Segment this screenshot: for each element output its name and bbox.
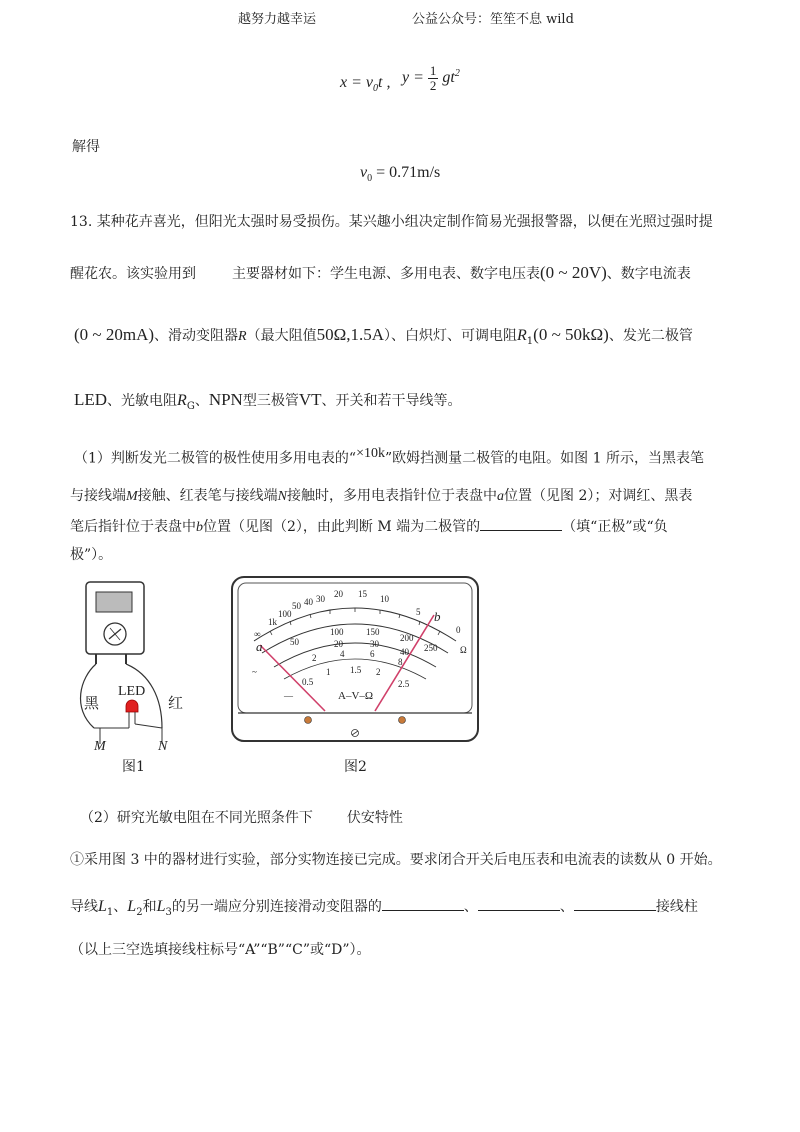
black-label: 黑 (84, 694, 100, 712)
red-label: 红 (168, 694, 184, 712)
figure-2-caption: 图2 (344, 759, 367, 775)
q13-line2: 醒花农。该实验用到 主要器材如下：学生电源、多用电表、数字电压表(0 ~ 20V)、数字电流表 (70, 263, 691, 282)
tick-1k: 1k (268, 617, 277, 627)
q13-line1: 13. 某种花卉喜光，但阳光太强时易受损伤。某兴趣小组决定制作简易光强报警器，以便在光照过强时提 (70, 214, 713, 230)
p1-line2: 与接线端M接触、红表笔与接线端N接触时，多用电表指针位于表盘中a位置（见图 2）；对调红、黑表 (70, 488, 693, 504)
tick-ac-05: 0.5 (302, 677, 314, 687)
tick-ac-1: 1 (326, 667, 331, 677)
avo-label: A–V–Ω (338, 690, 374, 702)
tick-15: 15 (358, 589, 367, 599)
tick-40: 40 (304, 597, 313, 607)
tick-mid2-40: 40 (400, 647, 409, 657)
answer-blank-2[interactable] (478, 896, 560, 911)
p3-line1: ①采用图 3 中的器材进行实验，部分实物连接已完成。要求闭合开关后电压表和电流表的读数从 0 开始。 (70, 852, 722, 868)
p1-line4: 极”）。 (70, 547, 113, 563)
tick-mid-250: 250 (424, 643, 438, 653)
tick-100: 100 (278, 609, 292, 619)
q13-line4: LED、光敏电阻$R_G$、NPN型三极管VT、开关和若干导线等。 (74, 390, 462, 412)
tick-low-4: 4 (340, 649, 345, 659)
p3-line2: 导线$L_1$、$L_2$和$L_3$的另一端应分别连接滑动变阻器的 、 、 接线柱 (70, 898, 698, 918)
formula-v0: $v_0 = 0.71m/s$ (360, 164, 441, 185)
led-label: LED (118, 684, 146, 699)
tick-ac-25: 2.5 (398, 679, 410, 689)
answer-blank-3[interactable] (574, 896, 656, 911)
tick-mid2-30: 30 (370, 639, 379, 649)
tick-low-6: 6 (370, 649, 375, 659)
tick-low-2: 2 (312, 653, 317, 663)
tick-inf: ∞ (254, 629, 261, 639)
dc-symbol: — (284, 691, 293, 701)
header-right: 公益公众号：笙笙不息 wild (412, 12, 574, 27)
tick-mid-200: 200 (400, 633, 414, 643)
p3-line3: （以上三空选填接线柱标号“A”“B”“C”或“D”）。 (70, 942, 371, 958)
tick-10: 10 (380, 594, 389, 604)
ac-symbol: ~ (252, 667, 257, 677)
solve-label: 解得 (72, 139, 100, 155)
p2-line: （2）研究光敏电阻在不同光照条件下 伏安特性 (80, 810, 403, 826)
tick-ac-2: 2 (376, 667, 381, 677)
tick-20: 20 (334, 589, 343, 599)
header-left: 越努力越幸运 (238, 12, 317, 27)
position-a: a (256, 639, 263, 654)
formula-y: y = $\frac{1}{2}$ $gt^2$ (402, 63, 460, 93)
tick-mid2-20: 20 (334, 639, 343, 649)
tick-ac-15: 1.5 (350, 665, 362, 675)
omega-label: Ω (460, 645, 467, 655)
position-b: b (434, 609, 441, 624)
tick-low-8: 8 (398, 657, 403, 667)
q13-line3: (0 ~ 20mA)、滑动变阻器R（最大阻值50Ω,1.5A）、白炽灯、可调电阻$R_1(0$ ~ 50kΩ)、发光二极管 (74, 325, 693, 347)
figure-1 (70, 578, 210, 758)
tick-0: 0 (456, 625, 461, 635)
figure-2 (230, 575, 480, 745)
tick-50: 50 (292, 601, 301, 611)
p1-line3: 笔后指针位于表盘中b位置（见图（2），由此判断 M 端为二极管的 （填“正极”或“负 (70, 516, 740, 538)
formula-x: $x = v_0t$ , (340, 74, 391, 95)
terminal-n: N (158, 739, 168, 754)
terminal-m: M (94, 739, 106, 754)
answer-blank-1[interactable] (382, 896, 464, 911)
tick-5: 5 (416, 607, 421, 617)
figure-1-caption: 图1 (122, 759, 145, 775)
tick-mid-50: 50 (290, 637, 299, 647)
tick-mid-150: 150 (366, 627, 380, 637)
answer-blank[interactable] (480, 516, 562, 531)
p1-line1: （1）判断发光二极管的极性使用多用电表的“$^{\times 10k}$”欧姆挡测量二极管的电阻。如图 1 所示，当黑表笔 (74, 446, 704, 467)
tick-30: 30 (316, 594, 325, 604)
tick-mid-100: 100 (330, 627, 344, 637)
